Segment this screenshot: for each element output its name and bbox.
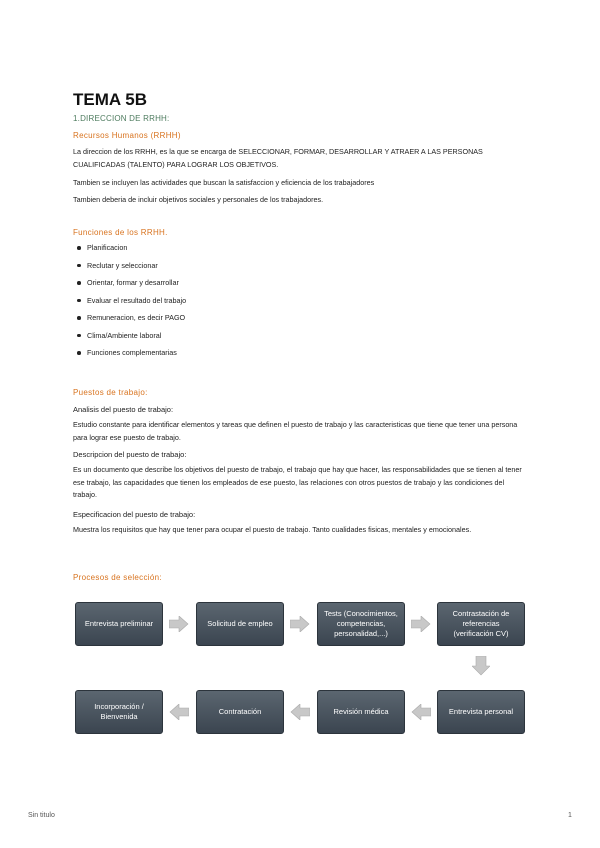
step-contrastacion-referencias: Contrastación de referencias (verificación CV): [437, 602, 525, 646]
funciones-list: [73, 243, 186, 366]
rrhh-paragraph-3: Tambien deberia de incluir objetivos sociales y personales de los trabajadores.: [73, 195, 324, 204]
step-entrevista-preliminar: Entrevista preliminar: [75, 602, 163, 646]
list-item: Reclutar y seleccionar: [73, 261, 186, 279]
arrow-left-icon: [290, 704, 310, 720]
rrhh-paragraph-1: La direccion de los RRHH, es la que se encarga de SELECCIONAR, FORMAR, DESARROLLAR Y ATRAER A LAS PERSONAS CUALIFICADAS (TALENTO) PARA LOGRAR LOS OBJETIVOS.: [73, 147, 483, 169]
especificacion-text: Muestra los requisitos que hay que tener para ocupar el puesto de trabajo. Tanto cualidades fisicas, mentales y emocionales.: [73, 525, 472, 534]
puestos-heading: Puestos de trabajo:: [73, 388, 148, 397]
list-item: Orientar, formar y desarrollar: [73, 278, 186, 296]
arrow-right-icon: [411, 616, 431, 632]
procesos-heading: Procesos de selección:: [73, 573, 162, 582]
especificacion-heading: Especificacion del puesto de trabajo:: [73, 510, 196, 519]
list-item: Planificacion: [73, 243, 186, 261]
list-item: Evaluar el resultado del trabajo: [73, 296, 186, 314]
rrhh-paragraph-2: Tambien se incluyen las actividades que buscan la satisfaccion y eficiencia de los trabajadores: [73, 178, 375, 187]
step-contratacion: Contratación: [196, 690, 284, 734]
arrow-down-icon: [472, 656, 490, 676]
arrow-right-icon: [290, 616, 310, 632]
arrow-right-icon: [169, 616, 189, 632]
analisis-text: Estudio constante para identificar elementos y tareas que definen el puesto de trabajo y las caracteristicas que tiene que tener una persona para lograr ese puesto de trabajo.: [73, 420, 518, 442]
arrow-left-icon: [411, 704, 431, 720]
step-tests: Tests (Conocimientos, competencias, personalidad,...): [317, 602, 405, 646]
step-revision-medica: Revisión médica: [317, 690, 405, 734]
list-item: Remuneracion, es decir PAGO: [73, 313, 186, 331]
step-solicitud-empleo: Solicitud de empleo: [196, 602, 284, 646]
arrow-left-icon: [169, 704, 189, 720]
rrhh-heading: Recursos Humanos (RRHH): [73, 131, 181, 140]
descripcion-text: Es un documento que describe los objetivos del puesto de trabajo, el trabajo que hay que hacer, las responsabilidades que se tienen al tener ese trabajo, las capacidades que tienen los empleados de ese puesto, las relaciones con otros puestos de trabajo y las condiciones del trabajo.: [73, 465, 522, 499]
analisis-heading: Analisis del puesto de trabajo:: [73, 405, 174, 414]
footer-document-title: Sin titulo: [28, 812, 55, 819]
list-item: Clima/Ambiente laboral: [73, 331, 186, 349]
footer-page-number: 1: [568, 812, 572, 819]
section-subtitle: 1.DIRECCION DE RRHH:: [73, 114, 170, 123]
list-item: Funciones complementarias: [73, 348, 186, 366]
descripcion-heading: Descripcion del puesto de trabajo:: [73, 450, 187, 459]
funciones-heading: Funciones de los RRHH.: [73, 228, 168, 237]
page-title: TEMA 5B: [73, 90, 147, 109]
step-incorporacion: Incorporación / Bienvenida: [75, 690, 163, 734]
step-entrevista-personal: Entrevista personal: [437, 690, 525, 734]
